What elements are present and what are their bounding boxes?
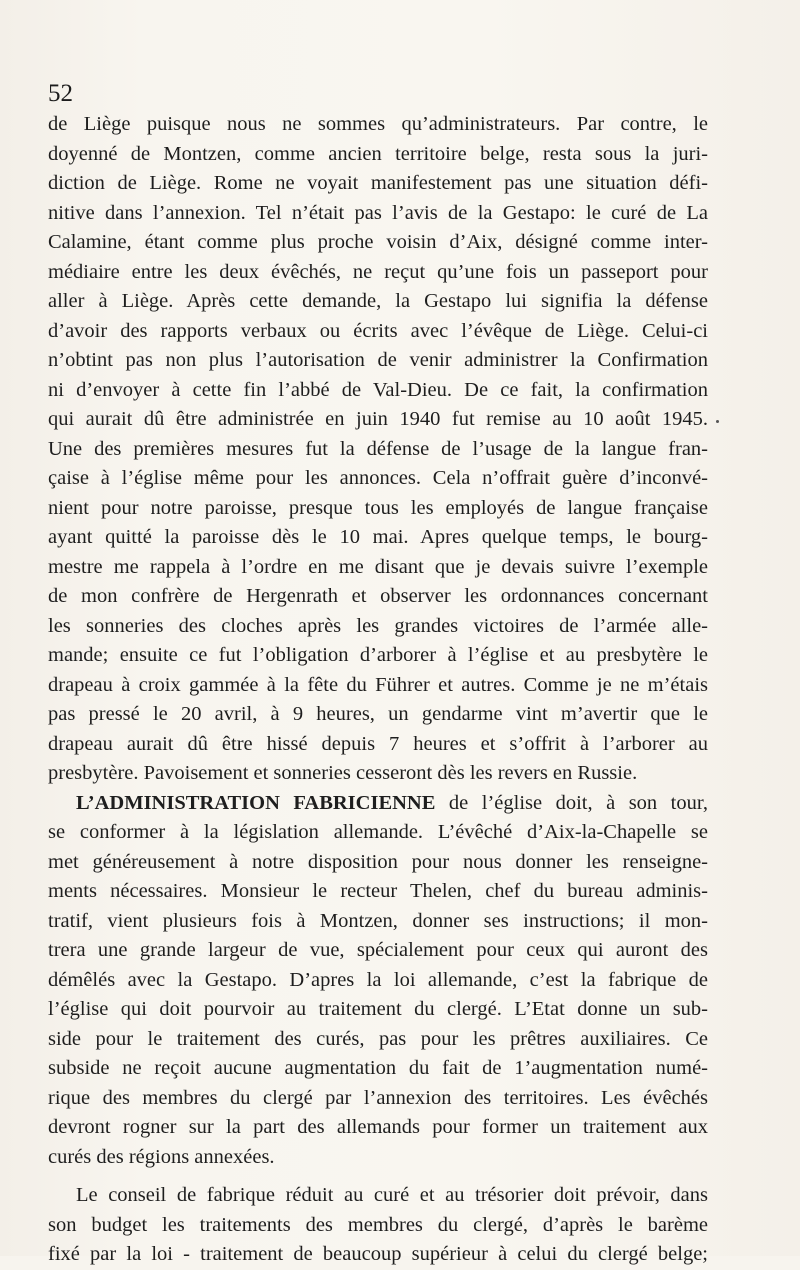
text-line: fixé par la loi - traitement de beaucoup supérieur à celui du clergé belge; <box>48 1243 708 1265</box>
paragraph-conseil-de-fabrique <box>48 1181 708 1270</box>
text-line: pas pressé le 20 avril, à 9 heures, un gendarme vint m’avertir que le <box>48 703 708 725</box>
text-line: ni d’envoyer à cette fin l’abbé de Val-Dieu. De ce fait, la confirmation <box>48 378 708 401</box>
text-line: devront rogner sur la part des allemands pour former un traitement aux <box>48 1116 708 1138</box>
text-line: tratif, vient plusieurs fois à Montzen, donner ses instructions; il mon- <box>48 909 708 932</box>
text-line: drapeau aurait dû être hissé depuis 7 heures et s’offrit à l’arborer au <box>48 732 708 755</box>
body-text <box>48 110 708 1270</box>
text-line: nitive dans l’annexion. Tel n’était pas l’avis de la Gestapo: le curé de La <box>48 201 708 224</box>
page-number: 52 <box>48 80 73 107</box>
text-line: met généreusement à notre disposition pour nous donner les renseigne- <box>48 850 708 873</box>
text-line: nient pour notre paroisse, presque tous les employés de langue française <box>48 496 708 519</box>
text-line: démêlés avec la Gestapo. D’apres la loi allemande, c’est la fabrique de <box>48 968 708 991</box>
text-line: ayant quitté la paroisse dès le 10 mai. Apres quelque temps, le bourg- <box>48 526 708 548</box>
text-line: les sonneries des cloches après les grandes victoires de l’armée alle- <box>48 614 708 637</box>
text-line: diction de Liège. Rome ne voyait manifestement pas une situation défi- <box>48 172 708 194</box>
text-line: curés des régions annexées. <box>48 1145 275 1168</box>
text-line: qui aurait dû être administrée en juin 1940 fut remise au 10 août 1945. <box>48 408 708 430</box>
text-line: side pour le traitement des curés, pas pour les prêtres auxiliaires. Ce <box>48 1027 708 1050</box>
text-line: presbytère. Pavoisement et sonneries cesseront dès les revers en Russie. <box>48 762 638 784</box>
heading-line <box>48 789 708 819</box>
text-line: n’obtint pas non plus l’autorisation de venir administrer la Confirmation <box>48 349 708 371</box>
paragraph-administration-fabricienne <box>48 789 708 1173</box>
text-line: Le conseil de fabrique réduit au curé et au trésorier doit prévoir, dans <box>76 1184 708 1206</box>
paragraph-gestapo <box>48 110 708 789</box>
text-line: se conformer à la législation allemande. L’évêché d’Aix-la-Chapelle se <box>48 821 708 843</box>
text-line: l’église qui doit pourvoir au traitement du clergé. L’Etat donne un sub- <box>48 998 708 1020</box>
text-line: d’avoir des rapports verbaux ou écrits avec l’évêque de Liège. Celui-ci <box>48 319 708 342</box>
text-line: rique des membres du clergé par l’annexion des territoires. Les évêchés <box>48 1086 708 1109</box>
text-line: de mon confrère de Hergenrath et observer les ordonnances concernant <box>48 585 708 607</box>
text-line: doyenné de Montzen, comme ancien territoire belge, resta sous la juri- <box>48 142 708 165</box>
text-line: çaise à l’église même pour les annonces. Cela n’offrait guère d’inconvé- <box>48 467 708 489</box>
section-heading: L’ADMINISTRATION FABRICIENNE <box>76 791 436 814</box>
text-line: drapeau à croix gammée à la fête du Führer et autres. Comme je ne m’étais <box>48 673 708 696</box>
text-line: mestre me rappela à l’ordre en me disant que je devais suivre l’exemple <box>48 555 708 578</box>
text-line: son budget les traitements des membres du clergé, d’après le barème <box>48 1213 708 1236</box>
text-line: Calamine, étant comme plus proche voisin d’Aix, désigné comme inter- <box>48 231 708 253</box>
heading-line-rest: de l’église doit, à son tour, <box>435 791 708 814</box>
text-line: subside ne reçoit aucune augmentation du fait de 1’augmentation numé- <box>48 1057 708 1079</box>
text-line: aller à Liège. Après cette demande, la Gestapo lui signifia la défense <box>48 290 708 312</box>
stray-mark <box>716 420 719 423</box>
text-line: mande; ensuite ce fut l’obligation d’arborer à l’église et au presbytère le <box>48 644 708 666</box>
text-line: médiaire entre les deux évêchés, ne reçut qu’une fois un passeport pour <box>48 260 708 283</box>
text-line: de Liège puisque nous ne sommes qu’administrateurs. Par contre, le <box>48 113 708 135</box>
text-line: trera une grande largeur de vue, spécialement pour ceux qui auront des <box>48 939 708 961</box>
text-line: Une des premières mesures fut la défense de l’usage de la langue fran- <box>48 437 708 460</box>
text-line: ments nécessaires. Monsieur le recteur Thelen, chef du bureau adminis- <box>48 880 708 902</box>
